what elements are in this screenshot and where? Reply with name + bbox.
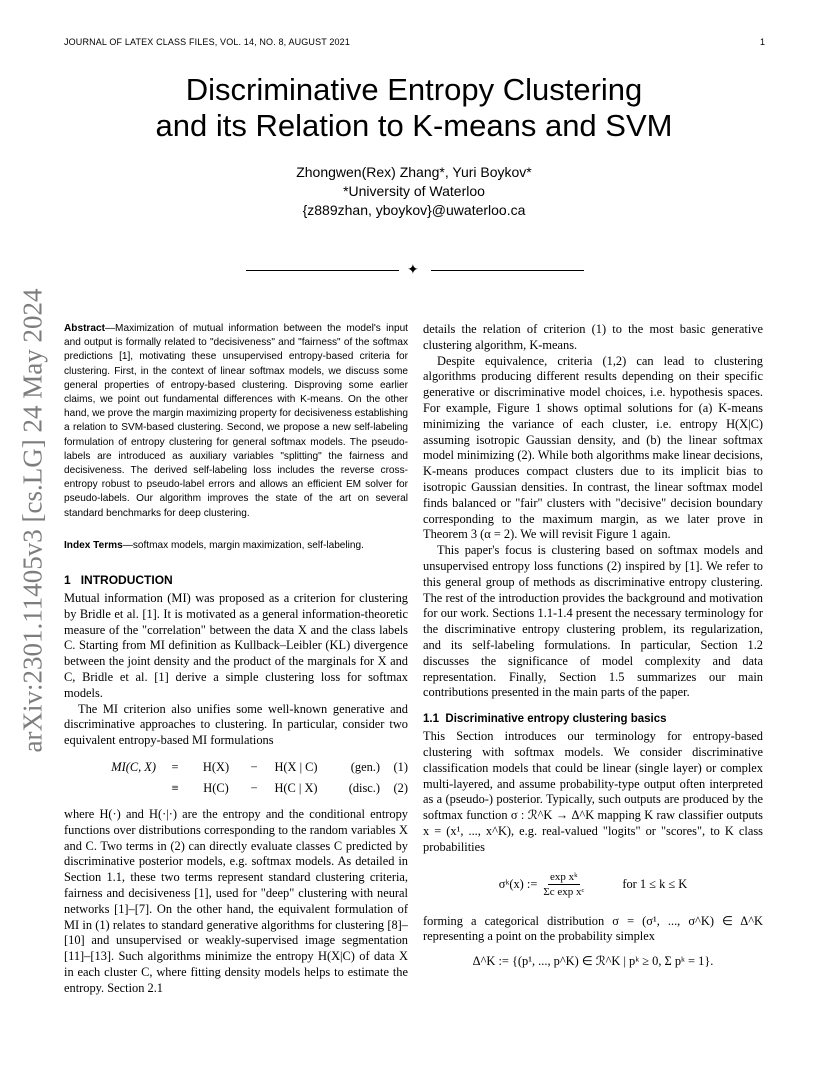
equation-block-mi	[64, 757, 408, 799]
eq1-minus: −	[250, 760, 258, 775]
intro-paragraph-1: Mutual information (MI) was proposed as a criterion for clustering by Bridle et al. [1]. It is motivated as a general information-theoretic measure of the "correlation" between the data X and the class labels C. Starting from MI definition as Kullback–Leibler (KL) divergence between the joint density and the product of the marginals for X and C, Bridle et al. [1] derive a simple clustering loss for softmax models.	[64, 591, 408, 700]
eq2-minus: −	[250, 781, 258, 796]
title-divider	[246, 262, 584, 280]
equation-row-1	[64, 757, 408, 778]
index-terms-text: —softmax models, margin maximization, self-labeling.	[122, 539, 364, 551]
section-heading-introduction	[64, 573, 408, 587]
subsection-title: Discriminative entropy clustering basics	[445, 713, 667, 726]
index-terms-label: Index Terms	[64, 539, 123, 551]
softmax-fraction	[543, 870, 584, 899]
author-list: Zhongwen(Rex) Zhang*, Yuri Boykov*	[296, 164, 532, 180]
softmax-equation	[423, 868, 763, 902]
eq1-term2: H(X | C)	[274, 760, 318, 775]
abstract-label: Abstract	[64, 323, 105, 334]
eq1-operator: =	[171, 760, 179, 775]
running-head: JOURNAL OF LATEX CLASS FILES, VOL. 14, NO. 8, AUGUST 2021	[64, 37, 350, 47]
eq1-number: (1)	[393, 760, 408, 775]
eq1-lhs: MI(C, X)	[111, 760, 156, 775]
simplex-equation: Δ^K := {(p¹, ..., p^K) ∈ ℛ^K | pᵏ ≥ 0, Σ pᵏ = 1}.	[472, 954, 714, 969]
subsection-paragraph-1: This Section introduces our terminology for entropy-based clustering with softmax models. We consider discriminative classification models that could be linear (single layer) or complex multi-layered, and assume probability-type output often interpreted as a (pseudo-) posterior. Typically, such outputs are produced by the softmax function σ : ℛ^K → Δ^K mapping K raw classifier outputs x = (x¹, ..., x^K), e.g. real-valued "logits" or "scores", to K class probabilities	[423, 729, 763, 854]
subsection-heading-1-1	[423, 713, 763, 725]
title-line-2: and its Relation to K-means and SVM	[155, 108, 673, 143]
divider-rule-right	[431, 270, 584, 271]
divider-rule-left	[246, 270, 399, 271]
right-column	[423, 322, 763, 969]
eq1-note: (gen.)	[350, 760, 380, 775]
divider-ornament-icon: ✦	[407, 263, 419, 278]
section-number: 1	[64, 573, 71, 588]
author-emails: {z889zhan, yboykov}@uwaterloo.ca	[302, 202, 526, 218]
section-title: INTRODUCTION	[80, 573, 173, 588]
subsection-paragraph-2: forming a categorical distribution σ = (σ¹, ..., σ^K) ∈ Δ^K representing a point on the probability simplex	[423, 913, 763, 944]
index-terms	[64, 539, 408, 553]
page-number: 1	[760, 37, 766, 47]
equation-row-2	[64, 778, 408, 799]
eq2-term2: H(C | X)	[274, 781, 318, 796]
abstract-text: —Maximization of mutual information between the model's input and output is formally related to "decisiveness" and "fairness" of the softmax predictions [1], motivating these unsupervised entropy-based criteria for clustering. First, in the context of linear softmax models, we discuss some general properties of entropy-based clustering. Disproving some earlier claims, we point out fundamental differences with K-means. On the other hand, we prove the margin maximizing property for decisiveness establishing a relation to SVM-based clustering. Second, we propose a new self-labeling formulation of entropy clustering for general softmax models. The pseudo-labels are introduced as auxiliary variables "splitting" the fairness and decisiveness. The derived self-labeling loss includes the reverse cross-entropy robust to pseudo-label errors and allows an efficient EM solver for pseudo-labels. Our algorithm improves the state of the art on several standard benchmarks for deep clustering.	[64, 323, 408, 519]
right-paragraph-2: Despite equivalence, criteria (1,2) can lead to clustering algorithms producing different results depending on their specific generative or discriminative model choices, i.e. hypothesis spaces. For example, Figure 1 shows optimal solutions for (a) K-means minimizing the variance of each cluster, i.e. entropy H(X|C) assuming isotropic Gaussian density, and (b) the linear softmax model minimizing (2). While both algorithms make linear decisions, K-means produces compact clusters due to its implicit bias to isotropic Gaussian densities. In contrast, the linear softmax model finds balanced or "fair" clusters with "decisive" decision boundary corresponding to the maximum margin, as we later prove in Theorem 3 (α = 2). We will revisit Figure 1 again.	[423, 353, 763, 542]
subsection-number: 1.1	[423, 713, 439, 726]
intro-paragraph-3: where H(·) and H(·|·) are the entropy and the conditional entropy functions over distributions corresponding to the random variables X and C. Two terms in (2) can directly evaluate classes C predicted by discriminative posterior models, e.g. softmax models. As detailed in Section 1.1, these two terms represent standard clustering criteria, fairness and decisiveness [1], used for "deep" clustering with neural networks [1]–[7]. On the other hand, the equivalent formulation of MI in (1) relates to standard generative algorithms for clustering [8]–[10] and unsupervised or weakly-supervised image segmentation [11]–[13]. Such algorithms minimize the entropy H(X|C) of data X in each cluster C, where fitting density models helps to estimate the entropy. Section 2.1	[64, 807, 408, 995]
right-paragraph-1: details the relation of criterion (1) to the most basic generative clustering algorithm, K-means.	[423, 322, 763, 352]
softmax-condition: for 1 ≤ k ≤ K	[622, 877, 688, 891]
eq2-operator: ≡	[171, 781, 179, 796]
affiliation: *University of Waterloo	[343, 183, 485, 199]
left-column	[64, 322, 408, 997]
paper-title	[60, 72, 768, 144]
eq2-note: (disc.)	[348, 781, 380, 796]
softmax-lhs: σᵏ(x) :=	[498, 877, 538, 891]
arxiv-stamp-text: arXiv:2301.11405v3 [cs.LG] 24 May 2024	[17, 288, 48, 752]
softmax-denominator: Σc exp xᶜ	[543, 886, 585, 898]
arxiv-stamp	[14, 280, 52, 760]
right-paragraph-3: This paper's focus is clustering based on softmax models and unsupervised entropy loss functions (2) inspired by [1]. We refer to this general group of methods as discriminative entropy clustering. The rest of the introduction provides the background and motivation for our work. Sections 1.1-1.4 present the necessary terminology for the discriminative entropy clustering problem, its regularization, and its self-labeling formulations. In particular, Section 1.2 discusses the significance of model complexity and data representation. Finally, Section 1.5 summarizes our main contributions presented in the main parts of the paper.	[423, 543, 763, 700]
eq2-term1: H(C)	[203, 781, 229, 796]
abstract	[64, 322, 408, 521]
eq2-number: (2)	[393, 781, 408, 796]
title-line-1: Discriminative Entropy Clustering	[185, 72, 643, 107]
intro-paragraph-2: The MI criterion also unifies some well-known generative and discriminative approaches to clustering. In particular, consider two equivalent entropy-based MI formulations	[64, 701, 408, 748]
softmax-numerator: exp xᵏ	[550, 871, 578, 883]
eq1-term1: H(X)	[202, 760, 230, 775]
